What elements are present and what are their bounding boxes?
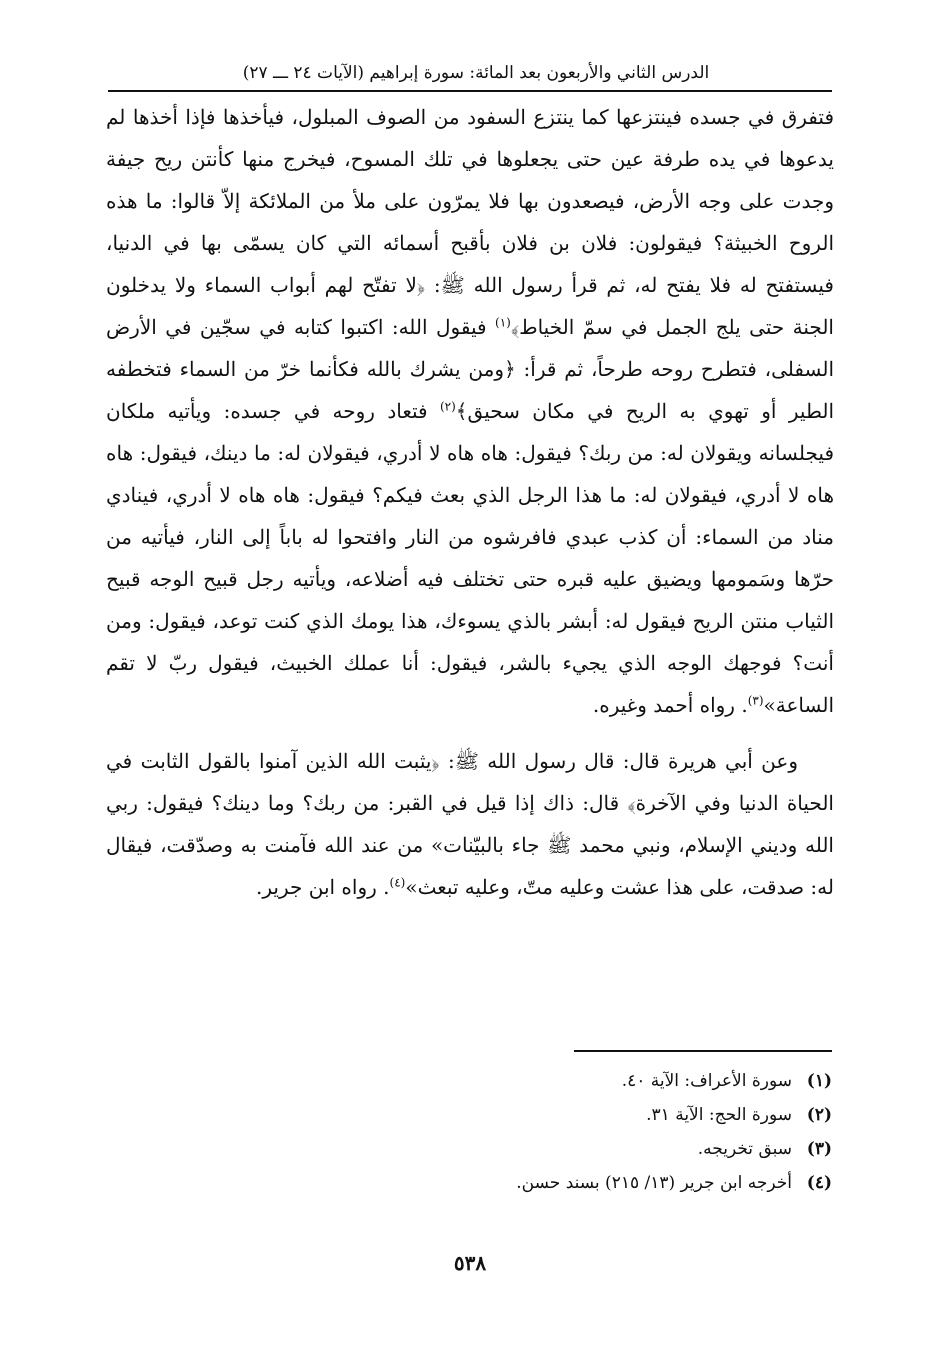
paragraph2-text-1: وعن أبي هريرة قال: قال رسول الله ﷺ: ﴿يثبت الله الذين آمنوا بالقول الثابت في الحياة الدنيا وفي الآخرة﴾ قال: ذاك إذا قيل في القبر: من ربك؟ وما دينك؟ فيقول: ربي الله وديني الإسلام، ونبي محمد ﷺ جاء بالبيّنات» من عند الله فآمنت به وصدّقت، فيقال له: صدقت، على هذا عشت وعليه متّ، وعليه تبعث»: [106, 749, 834, 899]
footnote-ref-1[interactable]: (١): [495, 315, 511, 330]
footnote-number: (١): [806, 1071, 832, 1091]
footnote-separator: [574, 1050, 832, 1052]
paragraph-hadith-abu-hurayra: [106, 740, 834, 908]
footnote-text: سورة الحج: الآية ٣١.: [646, 1105, 792, 1125]
footnote-number: (٢): [806, 1105, 832, 1125]
main-text: [106, 96, 834, 908]
footnote-ref-3[interactable]: (٣): [747, 693, 764, 708]
paragraph1-text-2: فيقول الله: اكتبوا كتابه في سجّين في الأرض السفلى، فتطرح روحه طرحاً، ثم قرأ: ﴿ومن يشرك بالله فكأنما خرّ من السماء فتخطفه الطير أو تهوي به الريح في مكان سحيق﴾: [106, 315, 834, 423]
running-header: الدرس الثاني والأربعون بعد المائة: سورة إبراهيم (الآيات ٢٤ ـــ ٢٧): [242, 63, 710, 83]
footnote-item: [108, 1064, 832, 1098]
paragraph2-text-2: . رواه ابن جرير.: [256, 875, 390, 899]
footnote-number: (٣): [806, 1139, 832, 1159]
paragraph1-text-4: . رواه أحمد وغيره.: [592, 693, 748, 717]
footnotes: [108, 1064, 832, 1200]
page-number: ٥٣٨: [453, 1251, 487, 1275]
paragraph1-text-3: فتعاد روحه في جسده: ويأتيه ملكان فيجلسانه ويقولان له: من ربك؟ فيقول: هاه هاه لا أدري، فيقولان له: ما دينك، فيقول: هاه هاه لا أدري، فيقولان له: ما هذا الرجل الذي بعث فيكم؟ فيقول: هاه هاه لا أدري، فينادي مناد من السماء: أن كذب عبدي فافرشوه من النار وافتحوا له باباً إلى النار، فيأتيه من حرّها وسَمومها ويضيق عليه قبره حتى تختلف فيه أضلاعه، ويأتيه رجل قبيح الوجه قبيح الثياب منتن الريح فيقول له: أبشر بالذي يسوءك، هذا يومك الذي كنت توعد، فيقول: ومن أنت؟ فوجهك الوجه الذي يجيء بالشر، فيقول: أنا عملك الخبيث، فيقول ربّ لا تقم الساعة»: [106, 399, 834, 717]
footnote-text: أخرجه ابن جرير (١٣/ ٢١٥) بسند حسن.: [516, 1173, 792, 1193]
footnote-item: [108, 1166, 832, 1200]
footnote-text: سورة الأعراف: الآية ٤٠.: [621, 1071, 792, 1091]
paragraph-hadith-bara: [106, 96, 834, 726]
paragraph1-text-1: فتفرق في جسده فينتزعها كما ينتزع السفود من الصوف المبلول، فيأخذها فإذا أخذها لم يدعوها في يده طرفة عين حتى يجعلوها في تلك المسوح، فيخرج منها كأنتن ريح جيفة وجدت على وجه الأرض، فيصعدون بها فلا يمرّون على ملأ من الملائكة إلاّ قالوا: ما هذه الروح الخبيثة؟ فيقولون: فلان بن فلان بأقبح أسمائه التي كان يسمّى بها في الدنيا، فيستفتح له فلا يفتح له، ثم قرأ رسول الله ﷺ: ﴿لا تفتّح لهم أبواب السماء ولا يدخلون الجنة حتى يلج الجمل في سمّ الخياط﴾: [106, 105, 834, 339]
footnote-text: سبق تخريجه.: [697, 1139, 792, 1159]
footnote-item: [108, 1132, 832, 1166]
footnote-ref-4[interactable]: (٤): [389, 875, 406, 890]
footnote-item: [108, 1098, 832, 1132]
footnote-number: (٤): [806, 1173, 832, 1193]
footnote-ref-2[interactable]: (٢): [439, 399, 456, 414]
header-rule: [108, 90, 832, 92]
